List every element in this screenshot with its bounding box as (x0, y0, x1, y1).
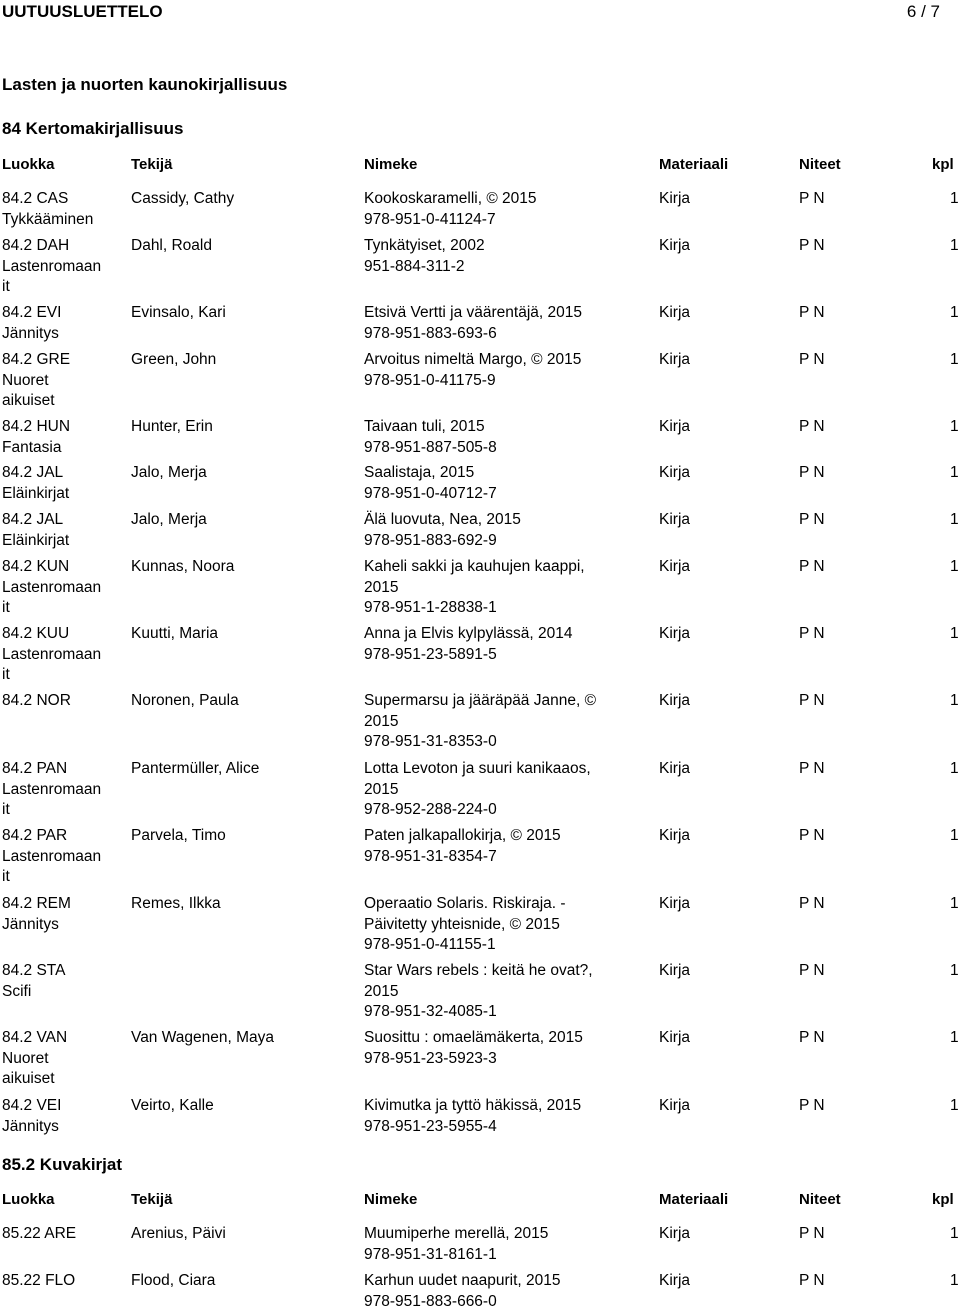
cell-niteet: P N (799, 1096, 825, 1117)
cell-niteet: P N (799, 961, 825, 982)
cell-niteet: P N (799, 557, 825, 578)
cell-kpl: 1 (950, 510, 959, 531)
luokka-line: Tykkääminen (2, 210, 127, 231)
column-niteet: Niteet (799, 156, 841, 173)
luokka-line: Lastenromaan (2, 645, 127, 666)
cell-nimeke (364, 350, 624, 391)
nimeke-line: 978-951-0-41175-9 (364, 371, 624, 392)
luokka-line: Scifi (2, 982, 127, 1003)
cell-materiaali: Kirja (659, 1028, 690, 1049)
luokka-line: Jännitys (2, 324, 127, 345)
luokka-line: 84.2 HUN (2, 417, 127, 438)
cell-tekija: Kunnas, Noora (131, 557, 356, 578)
nimeke-line: 2015 (364, 578, 624, 599)
nimeke-line: Lotta Levoton ja suuri kanikaaos, (364, 759, 624, 780)
cell-nimeke (364, 303, 624, 344)
cell-kpl: 1 (950, 826, 959, 847)
document-title: UUTUUSLUETTELO (2, 2, 163, 22)
cell-nimeke (364, 557, 624, 619)
luokka-line: 84.2 NOR (2, 691, 127, 712)
cell-luokka (2, 1096, 127, 1137)
page-header (0, 0, 960, 22)
cell-niteet: P N (799, 826, 825, 847)
cell-tekija: Pantermüller, Alice (131, 759, 356, 780)
cell-tekija: Evinsalo, Kari (131, 303, 356, 324)
column-kpl: kpl (932, 1191, 954, 1208)
subsection-title: 85.2 Kuvakirjat (2, 1155, 122, 1175)
cell-kpl: 1 (950, 1096, 959, 1117)
nimeke-line: Operaatio Solaris. Riskiraja. - (364, 894, 624, 915)
cell-kpl: 1 (950, 236, 959, 257)
nimeke-line: 951-884-311-2 (364, 257, 624, 278)
cell-materiaali: Kirja (659, 1224, 690, 1245)
nimeke-line: Star Wars rebels : keitä he ovat?, (364, 961, 624, 982)
cell-luokka (2, 1271, 127, 1292)
nimeke-line: Kookoskaramelli, © 2015 (364, 189, 624, 210)
column-materiaali: Materiaali (659, 1191, 728, 1208)
cell-materiaali: Kirja (659, 1096, 690, 1117)
cell-kpl: 1 (950, 624, 959, 645)
luokka-line: Fantasia (2, 438, 127, 459)
nimeke-line: Kivimutka ja tyttö häkissä, 2015 (364, 1096, 624, 1117)
cell-materiaali: Kirja (659, 826, 690, 847)
cell-tekija: Jalo, Merja (131, 510, 356, 531)
cell-kpl: 1 (950, 303, 959, 324)
cell-kpl: 1 (950, 759, 959, 780)
luokka-line: 84.2 VEI (2, 1096, 127, 1117)
luokka-line: 84.2 KUN (2, 557, 127, 578)
nimeke-line: 978-951-1-28838-1 (364, 598, 624, 619)
nimeke-line: 978-951-23-5955-4 (364, 1117, 624, 1138)
cell-nimeke (364, 236, 624, 277)
cell-nimeke (364, 961, 624, 1023)
nimeke-line: 978-951-31-8161-1 (364, 1245, 624, 1266)
nimeke-line: Saalistaja, 2015 (364, 463, 624, 484)
column-header-row (0, 156, 960, 178)
cell-luokka (2, 303, 127, 344)
cell-luokka (2, 759, 127, 821)
cell-kpl: 1 (950, 350, 959, 371)
cell-materiaali: Kirja (659, 510, 690, 531)
cell-niteet: P N (799, 463, 825, 484)
cell-tekija: Dahl, Roald (131, 236, 356, 257)
luokka-line: Nuoret (2, 371, 127, 392)
cell-niteet: P N (799, 624, 825, 645)
luokka-line: it (2, 665, 127, 686)
luokka-line: Lastenromaan (2, 847, 127, 868)
cell-luokka (2, 691, 127, 712)
cell-kpl: 1 (950, 961, 959, 982)
cell-nimeke (364, 1028, 624, 1069)
nimeke-line: 2015 (364, 780, 624, 801)
nimeke-line: 978-951-23-5923-3 (364, 1049, 624, 1070)
cell-kpl: 1 (950, 1271, 959, 1292)
cell-luokka (2, 417, 127, 458)
cell-nimeke (364, 826, 624, 867)
cell-materiaali: Kirja (659, 303, 690, 324)
nimeke-line: 978-951-0-41155-1 (364, 935, 624, 956)
cell-materiaali: Kirja (659, 417, 690, 438)
cell-kpl: 1 (950, 417, 959, 438)
cell-materiaali: Kirja (659, 759, 690, 780)
nimeke-line: 978-951-883-693-6 (364, 324, 624, 345)
cell-kpl: 1 (950, 557, 959, 578)
cell-materiaali: Kirja (659, 1271, 690, 1292)
luokka-line: Jännitys (2, 1117, 127, 1138)
nimeke-line: Supermarsu ja jääräpää Janne, © (364, 691, 624, 712)
luokka-line: Lastenromaan (2, 257, 127, 278)
cell-nimeke (364, 463, 624, 504)
luokka-line: it (2, 800, 127, 821)
nimeke-line: 978-951-31-8353-0 (364, 732, 624, 753)
cell-kpl: 1 (950, 1028, 959, 1049)
column-luokka: Luokka (2, 156, 55, 173)
cell-nimeke (364, 624, 624, 665)
cell-luokka (2, 557, 127, 619)
nimeke-line: Muumiperhe merellä, 2015 (364, 1224, 624, 1245)
cell-niteet: P N (799, 510, 825, 531)
section-title: Lasten ja nuorten kaunokirjallisuus (2, 75, 287, 95)
column-tekija: Tekijä (131, 1191, 172, 1208)
luokka-line: 84.2 EVI (2, 303, 127, 324)
nimeke-line: 978-951-883-666-0 (364, 1292, 624, 1312)
cell-tekija: Cassidy, Cathy (131, 189, 356, 210)
luokka-line: Eläinkirjat (2, 531, 127, 552)
column-materiaali: Materiaali (659, 156, 728, 173)
cell-nimeke (364, 1224, 624, 1265)
column-nimeke: Nimeke (364, 1191, 417, 1208)
cell-tekija: Hunter, Erin (131, 417, 356, 438)
cell-niteet: P N (799, 691, 825, 712)
cell-materiaali: Kirja (659, 189, 690, 210)
luokka-line: Nuoret (2, 1049, 127, 1070)
cell-materiaali: Kirja (659, 557, 690, 578)
page-number: 6 / 7 (907, 2, 940, 22)
cell-nimeke (364, 759, 624, 821)
luokka-line: 84.2 STA (2, 961, 127, 982)
nimeke-line: 978-951-887-505-8 (364, 438, 624, 459)
luokka-line: 84.2 REM (2, 894, 127, 915)
cell-materiaali: Kirja (659, 894, 690, 915)
nimeke-line: Paten jalkapallokirja, © 2015 (364, 826, 624, 847)
cell-niteet: P N (799, 417, 825, 438)
luokka-line: it (2, 598, 127, 619)
cell-niteet: P N (799, 1271, 825, 1292)
cell-niteet: P N (799, 759, 825, 780)
cell-kpl: 1 (950, 463, 959, 484)
cell-luokka (2, 1224, 127, 1245)
cell-luokka (2, 463, 127, 504)
nimeke-line: Arvoitus nimeltä Margo, © 2015 (364, 350, 624, 371)
cell-tekija: Veirto, Kalle (131, 1096, 356, 1117)
nimeke-line: Karhun uudet naapurit, 2015 (364, 1271, 624, 1292)
luokka-line: it (2, 277, 127, 298)
cell-luokka (2, 1028, 127, 1090)
luokka-line: 84.2 KUU (2, 624, 127, 645)
cell-tekija: Flood, Ciara (131, 1271, 356, 1292)
cell-luokka (2, 189, 127, 230)
luokka-line: Lastenromaan (2, 578, 127, 599)
column-niteet: Niteet (799, 1191, 841, 1208)
nimeke-line: 978-951-0-41124-7 (364, 210, 624, 231)
column-kpl: kpl (932, 156, 954, 173)
cell-niteet: P N (799, 1224, 825, 1245)
cell-tekija: Remes, Ilkka (131, 894, 356, 915)
cell-nimeke (364, 510, 624, 551)
cell-tekija: Green, John (131, 350, 356, 371)
cell-materiaali: Kirja (659, 350, 690, 371)
cell-nimeke (364, 189, 624, 230)
cell-luokka (2, 624, 127, 686)
cell-materiaali: Kirja (659, 961, 690, 982)
nimeke-line: Taivaan tuli, 2015 (364, 417, 624, 438)
cell-luokka (2, 236, 127, 298)
cell-niteet: P N (799, 894, 825, 915)
luokka-line: 84.2 DAH (2, 236, 127, 257)
cell-luokka (2, 826, 127, 888)
cell-niteet: P N (799, 189, 825, 210)
luokka-line: 84.2 PAR (2, 826, 127, 847)
luokka-line: 84.2 JAL (2, 510, 127, 531)
luokka-line: 84.2 GRE (2, 350, 127, 371)
luokka-line: 84.2 PAN (2, 759, 127, 780)
cell-tekija: Van Wagenen, Maya (131, 1028, 356, 1049)
nimeke-line: 2015 (364, 982, 624, 1003)
cell-luokka (2, 350, 127, 412)
nimeke-line: 978-951-32-4085-1 (364, 1002, 624, 1023)
cell-tekija: Parvela, Timo (131, 826, 356, 847)
cell-kpl: 1 (950, 691, 959, 712)
cell-kpl: 1 (950, 894, 959, 915)
nimeke-line: Anna ja Elvis kylpylässä, 2014 (364, 624, 624, 645)
cell-tekija: Kuutti, Maria (131, 624, 356, 645)
cell-materiaali: Kirja (659, 624, 690, 645)
luokka-line: 84.2 VAN (2, 1028, 127, 1049)
cell-kpl: 1 (950, 189, 959, 210)
nimeke-line: Älä luovuta, Nea, 2015 (364, 510, 624, 531)
nimeke-line: 2015 (364, 712, 624, 733)
column-luokka: Luokka (2, 1191, 55, 1208)
cell-materiaali: Kirja (659, 691, 690, 712)
luokka-line: it (2, 867, 127, 888)
luokka-line: Eläinkirjat (2, 484, 127, 505)
cell-niteet: P N (799, 350, 825, 371)
cell-luokka (2, 510, 127, 551)
cell-tekija: Arenius, Päivi (131, 1224, 356, 1245)
cell-materiaali: Kirja (659, 463, 690, 484)
cell-luokka (2, 894, 127, 935)
cell-materiaali: Kirja (659, 236, 690, 257)
cell-nimeke (364, 1096, 624, 1137)
luokka-line: 84.2 CAS (2, 189, 127, 210)
column-tekija: Tekijä (131, 156, 172, 173)
cell-nimeke (364, 417, 624, 458)
cell-nimeke (364, 894, 624, 956)
nimeke-line: 978-952-288-224-0 (364, 800, 624, 821)
nimeke-line: Päivitetty yhteisnide, © 2015 (364, 915, 624, 936)
luokka-line: aikuiset (2, 391, 127, 412)
column-header-row (0, 1191, 960, 1213)
nimeke-line: Suosittu : omaelämäkerta, 2015 (364, 1028, 624, 1049)
cell-niteet: P N (799, 303, 825, 324)
luokka-line: 84.2 JAL (2, 463, 127, 484)
cell-luokka (2, 961, 127, 1002)
nimeke-line: 978-951-31-8354-7 (364, 847, 624, 868)
cell-niteet: P N (799, 1028, 825, 1049)
nimeke-line: 978-951-883-692-9 (364, 531, 624, 552)
nimeke-line: 978-951-23-5891-5 (364, 645, 624, 666)
luokka-line: 85.22 ARE (2, 1224, 127, 1245)
cell-kpl: 1 (950, 1224, 959, 1245)
luokka-line: aikuiset (2, 1069, 127, 1090)
luokka-line: 85.22 FLO (2, 1271, 127, 1292)
cell-tekija: Jalo, Merja (131, 463, 356, 484)
subsection-title: 84 Kertomakirjallisuus (2, 119, 183, 139)
column-nimeke: Nimeke (364, 156, 417, 173)
luokka-line: Jännitys (2, 915, 127, 936)
cell-niteet: P N (799, 236, 825, 257)
nimeke-line: 978-951-0-40712-7 (364, 484, 624, 505)
nimeke-line: Kaheli sakki ja kauhujen kaappi, (364, 557, 624, 578)
cell-nimeke (364, 691, 624, 753)
luokka-line: Lastenromaan (2, 780, 127, 801)
nimeke-line: Etsivä Vertti ja väärentäjä, 2015 (364, 303, 624, 324)
nimeke-line: Tynkätyiset, 2002 (364, 236, 624, 257)
cell-tekija: Noronen, Paula (131, 691, 356, 712)
